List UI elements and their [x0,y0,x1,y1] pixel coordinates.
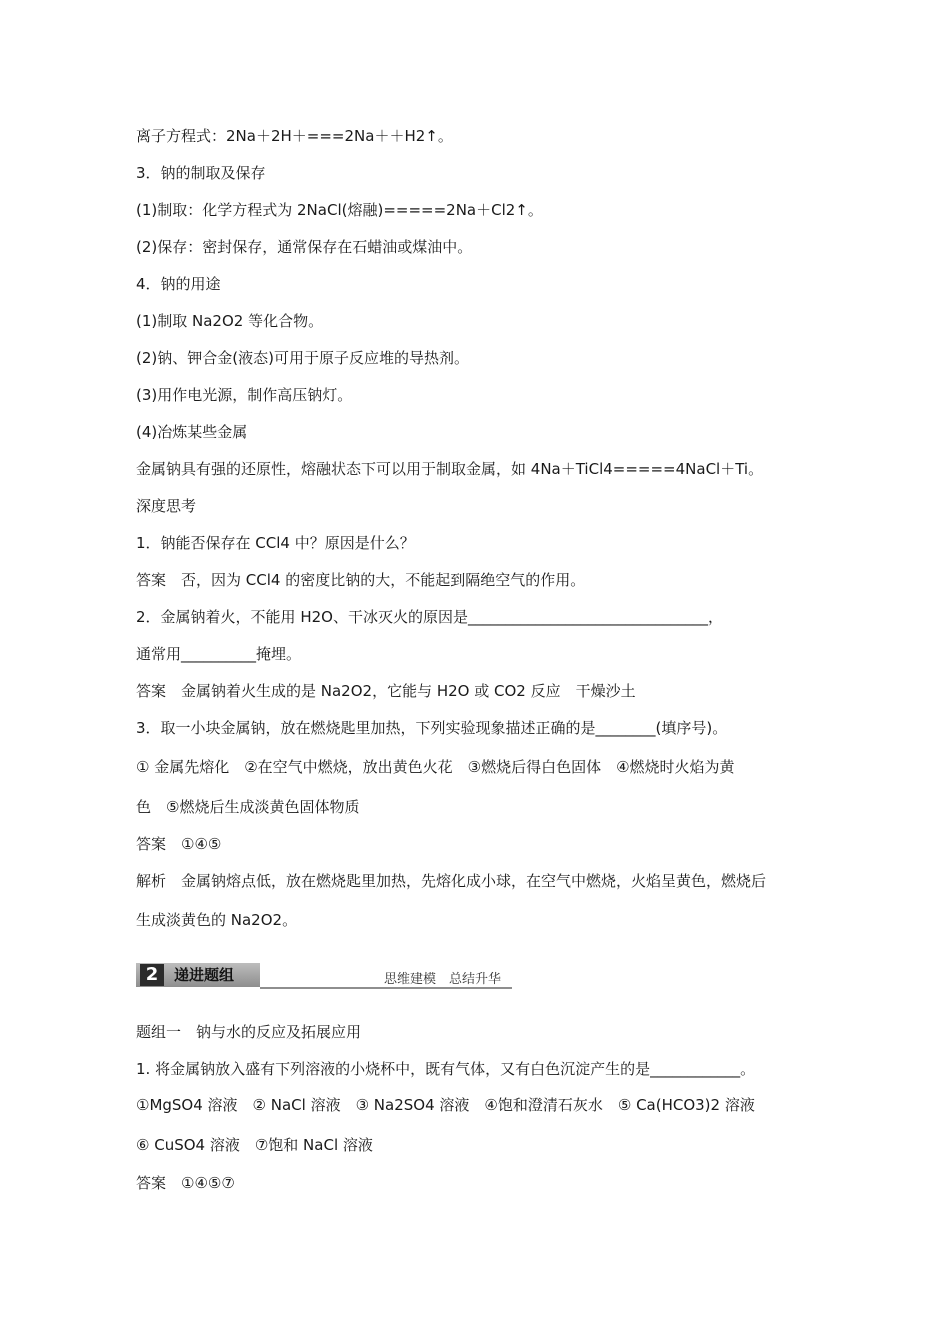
question-3-options: ① 金属先熔化 ②在空气中燃烧，放出黄色火花 ③燃烧后得白色固体 ④燃烧时火焰为黄 [136,758,735,776]
question-1: 1．钠能否保存在 CCl4 中？原因是什么？ [136,534,415,552]
question-3: 3．取一小块金属钠，放在燃烧匙里加热，下列实验现象描述正确的是________(填序号)。 [136,719,728,737]
problem-1-answer: 答案 ①④⑤⑦ [136,1174,235,1192]
section-heading-uses: 4．钠的用途 [136,275,221,293]
problem-1-options-continued: ⑥ CuSO4 溶液 ⑦饱和 NaCl 溶液 [136,1136,373,1154]
banner-subtitle: 思维建模 总结升华 [384,972,502,987]
answer-2: 答案 金属钠着火生成的是 Na2O2，它能与 H2O 或 CO2 反应 干燥沙土 [136,682,636,700]
ionic-equation-line: 离子方程式：2Na＋2H＋===2Na＋＋H2↑。 [136,127,453,145]
problem-1: 1. 将金属钠放入盛有下列溶液的小烧杯中，既有气体，又有白色沉淀产生的是____________。 [136,1060,756,1078]
answer-1: 答案 否，因为 CCl4 的密度比钠的大，不能起到隔绝空气的作用。 [136,571,586,589]
banner-rule [260,987,512,989]
analysis-3-continued: 生成淡黄色的 Na2O2。 [136,911,298,929]
banner-number: 2 [140,964,164,986]
banner-title: 递进题组 [174,966,235,984]
question-2-continued: 通常用__________掩埋。 [136,645,302,663]
analysis-3: 解析 金属钠熔点低，放在燃烧匙里加热，先熔化成小球，在空气中燃烧，火焰呈黄色，燃烧后 [136,872,767,890]
problem-group-heading: 题组一 钠与水的反应及拓展应用 [136,1023,362,1041]
answer-3: 答案 ①④⑤ [136,835,222,853]
question-3-options-continued: 色 ⑤燃烧后生成淡黄色固体物质 [136,798,360,816]
use-item-1: (1)制取 Na2O2 等化合物。 [136,312,324,330]
metal-smelting-line: 金属钠具有强的还原性，熔融状态下可以用于制取金属，如 4Na＋TiCl4=====4NaCl＋Ti。 [136,460,764,478]
deep-thinking-heading: 深度思考 [136,497,197,515]
problem-1-options: ①MgSO4 溶液 ② NaCl 溶液 ③ Na2SO4 溶液 ④饱和澄清石灰水 ⑤ Ca(HCO3)2 溶液 [136,1096,755,1114]
storage-line: (2)保存：密封保存，通常保存在石蜡油或煤油中。 [136,238,473,256]
preparation-line: (1)制取：化学方程式为 2NaCl(熔融)=====2Na＋Cl2↑。 [136,201,543,219]
section-banner [136,963,512,991]
use-item-4: (4)冶炼某些金属 [136,423,248,441]
use-item-2: (2)钠、钾合金(液态)可用于原子反应堆的导热剂。 [136,349,469,367]
use-item-3: (3)用作电光源，制作高压钠灯。 [136,386,353,404]
section-heading-preparation: 3．钠的制取及保存 [136,164,266,182]
question-2: 2．金属钠着火，不能用 H2O、干冰灭火的原因是________________________________， [136,608,723,626]
